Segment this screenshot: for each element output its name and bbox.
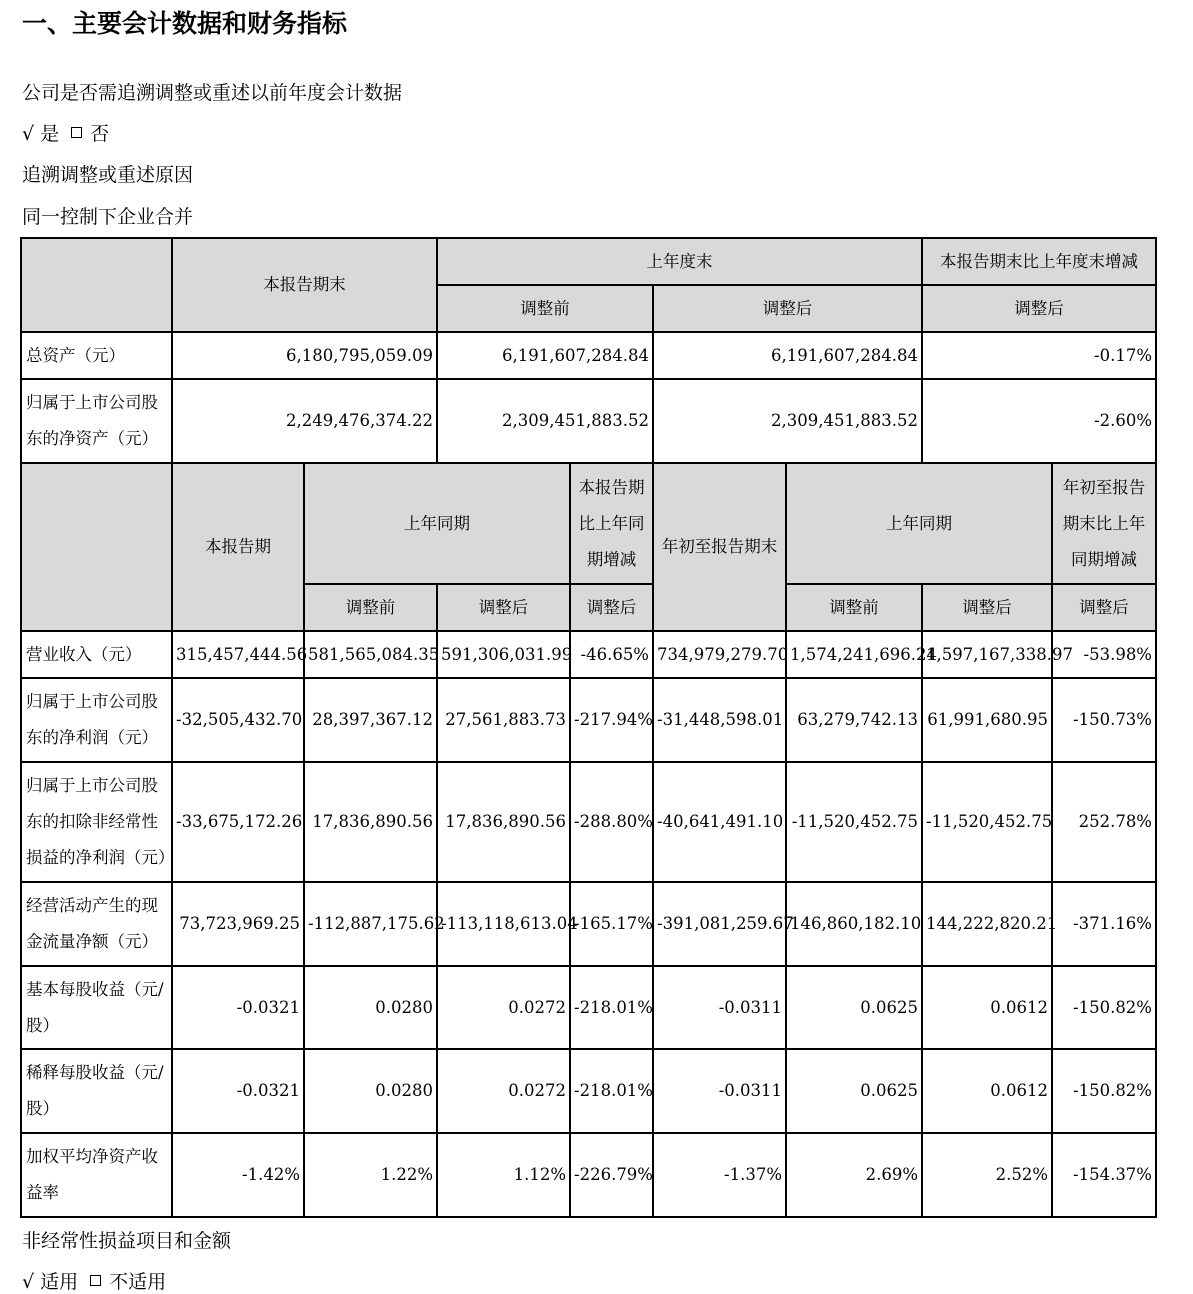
- applicability-options: [22, 1267, 166, 1294]
- header-change-after-adjust: 调整后: [570, 584, 653, 631]
- header-ytd-change: 年初至报告期末比上年同期增减: [1052, 463, 1156, 584]
- table-row: [21, 332, 1156, 379]
- table-cell: 0.0280: [304, 966, 437, 1049]
- table-cell: 2.52%: [922, 1133, 1052, 1217]
- table-cell: -218.01%: [570, 1049, 653, 1133]
- row-label: 归属于上市公司股东的净利润（元）: [21, 678, 172, 762]
- table-cell: -165.17%: [570, 882, 653, 966]
- table-cell: -154.37%: [1052, 1133, 1156, 1217]
- table-cell: -33,675,172.26: [172, 762, 304, 882]
- header-change: 本报告期末比上年度末增减: [922, 238, 1156, 285]
- table-cell: 0.0612: [922, 966, 1052, 1049]
- table-cell: 1,574,241,696.24: [786, 631, 922, 678]
- table-cell: 0.0272: [437, 1049, 570, 1133]
- table-cell: 1,597,167,338.97: [922, 631, 1052, 678]
- table-cell: -150.82%: [1052, 966, 1156, 1049]
- table-cell: 2,309,451,883.52: [437, 379, 653, 463]
- table-row: [21, 379, 1156, 463]
- table-cell: 73,723,969.25: [172, 882, 304, 966]
- table-cell: 591,306,031.99: [437, 631, 570, 678]
- row-label: 归属于上市公司股东的扣除非经常性损益的净利润（元）: [21, 762, 172, 882]
- table-cell: 2,249,476,374.22: [172, 379, 437, 463]
- table-cell: -0.0321: [172, 1049, 304, 1133]
- table-cell: 63,279,742.13: [786, 678, 922, 762]
- table-cell: -11,520,452.75: [922, 762, 1052, 882]
- row-label: 归属于上市公司股东的净资产（元）: [21, 379, 172, 463]
- table-row: [21, 678, 1156, 762]
- table-cell: 6,191,607,284.84: [653, 332, 922, 379]
- table-cell: 315,457,444.56: [172, 631, 304, 678]
- table-cell: -217.94%: [570, 678, 653, 762]
- header-current-period-end: 本报告期末: [172, 238, 437, 332]
- table-cell: -46.65%: [570, 631, 653, 678]
- table-row: [21, 1133, 1156, 1217]
- header-prior-period: 上年同期: [304, 463, 570, 584]
- corner-cell: [21, 238, 172, 332]
- table-cell: 1.12%: [437, 1133, 570, 1217]
- header-after-adjust: 调整后: [437, 584, 570, 631]
- restate-reason-title: 追溯调整或重述原因: [22, 164, 194, 186]
- table-cell: -1.42%: [172, 1133, 304, 1217]
- row-label: 稀释每股收益（元/股）: [21, 1049, 172, 1133]
- no-label: 否: [90, 123, 110, 145]
- header-before-adjust: 调整前: [437, 285, 653, 332]
- header-after-adjust: 调整后: [922, 584, 1052, 631]
- checkbox-empty-icon: [71, 127, 82, 138]
- table-cell: 0.0625: [786, 966, 922, 1049]
- table-cell: -371.16%: [1052, 882, 1156, 966]
- header-year-to-date: 年初至报告期末: [653, 463, 786, 631]
- table-row: [21, 966, 1156, 1049]
- restate-question: 公司是否需追溯调整或重述以前年度会计数据: [22, 82, 403, 104]
- table-cell: 146,860,182.10: [786, 882, 922, 966]
- section-heading: 一、主要会计数据和财务指标: [22, 9, 348, 38]
- table-cell: 2.69%: [786, 1133, 922, 1217]
- table-row: [21, 762, 1156, 882]
- table-cell: 0.0625: [786, 1049, 922, 1133]
- table-cell: 0.0280: [304, 1049, 437, 1133]
- table-cell: -0.0311: [653, 966, 786, 1049]
- table-cell: -11,520,452.75: [786, 762, 922, 882]
- header-change-after-adjust: 调整后: [922, 285, 1156, 332]
- row-label: 基本每股收益（元/股）: [21, 966, 172, 1049]
- table-cell: 17,836,890.56: [437, 762, 570, 882]
- table-cell: -0.0321: [172, 966, 304, 1049]
- nonrecurring-title: 非经常性损益项目和金额: [22, 1230, 232, 1252]
- header-current-period: 本报告期: [172, 463, 304, 631]
- balance-table: [20, 237, 1157, 464]
- table-cell: 61,991,680.95: [922, 678, 1052, 762]
- checkbox-empty-icon: [90, 1275, 101, 1286]
- table-cell: 6,191,607,284.84: [437, 332, 653, 379]
- header-prior-ytd: 上年同期: [786, 463, 1052, 584]
- table-cell: 252.78%: [1052, 762, 1156, 882]
- row-label: 加权平均净资产收益率: [21, 1133, 172, 1217]
- header-prior-year-end: 上年度末: [437, 238, 922, 285]
- row-label: 营业收入（元）: [21, 631, 172, 678]
- check-mark-icon: √: [22, 123, 35, 145]
- applicable-label: 适用: [40, 1271, 79, 1293]
- table-cell: 2,309,451,883.52: [653, 379, 922, 463]
- table-cell: -391,081,259.67: [653, 882, 786, 966]
- table-cell: -53.98%: [1052, 631, 1156, 678]
- table-cell: -150.82%: [1052, 1049, 1156, 1133]
- table-cell: 6,180,795,059.09: [172, 332, 437, 379]
- row-label: 经营活动产生的现金流量净额（元）: [21, 882, 172, 966]
- table-cell: -150.73%: [1052, 678, 1156, 762]
- header-after-adjust: 调整后: [653, 285, 922, 332]
- table-cell: 1.22%: [304, 1133, 437, 1217]
- table-cell: -226.79%: [570, 1133, 653, 1217]
- table-cell: 27,561,883.73: [437, 678, 570, 762]
- restate-options: [22, 119, 109, 146]
- header-change-after-adjust: 调整后: [1052, 584, 1156, 631]
- row-label: 总资产（元）: [21, 332, 172, 379]
- table-cell: -0.0311: [653, 1049, 786, 1133]
- not-applicable-label: 不适用: [109, 1271, 167, 1293]
- header-before-adjust: 调整前: [786, 584, 922, 631]
- table-cell: 17,836,890.56: [304, 762, 437, 882]
- table-row: [21, 1049, 1156, 1133]
- table-cell: -40,641,491.10: [653, 762, 786, 882]
- table-cell: 144,222,820.21: [922, 882, 1052, 966]
- yes-label: 是: [40, 123, 60, 145]
- restate-reason: 同一控制下企业合并: [22, 206, 194, 228]
- table-cell: -112,887,175.62: [304, 882, 437, 966]
- table-row: [21, 631, 1156, 678]
- income-table: [20, 462, 1157, 1218]
- header-period-change: 本报告期比上年同期增减: [570, 463, 653, 584]
- table-cell: -2.60%: [922, 379, 1156, 463]
- table-cell: -1.37%: [653, 1133, 786, 1217]
- table-cell: 734,979,279.70: [653, 631, 786, 678]
- table-cell: 0.0612: [922, 1049, 1052, 1133]
- header-before-adjust: 调整前: [304, 584, 437, 631]
- table-cell: -0.17%: [922, 332, 1156, 379]
- corner-cell: [21, 463, 172, 631]
- check-mark-icon: √: [22, 1271, 35, 1293]
- table-cell: -113,118,613.04: [437, 882, 570, 966]
- table-cell: 581,565,084.35: [304, 631, 437, 678]
- table-cell: 28,397,367.12: [304, 678, 437, 762]
- table-cell: 0.0272: [437, 966, 570, 1049]
- table-row: [21, 882, 1156, 966]
- table-cell: -31,448,598.01: [653, 678, 786, 762]
- table-cell: -32,505,432.70: [172, 678, 304, 762]
- table-cell: -288.80%: [570, 762, 653, 882]
- table-cell: -218.01%: [570, 966, 653, 1049]
